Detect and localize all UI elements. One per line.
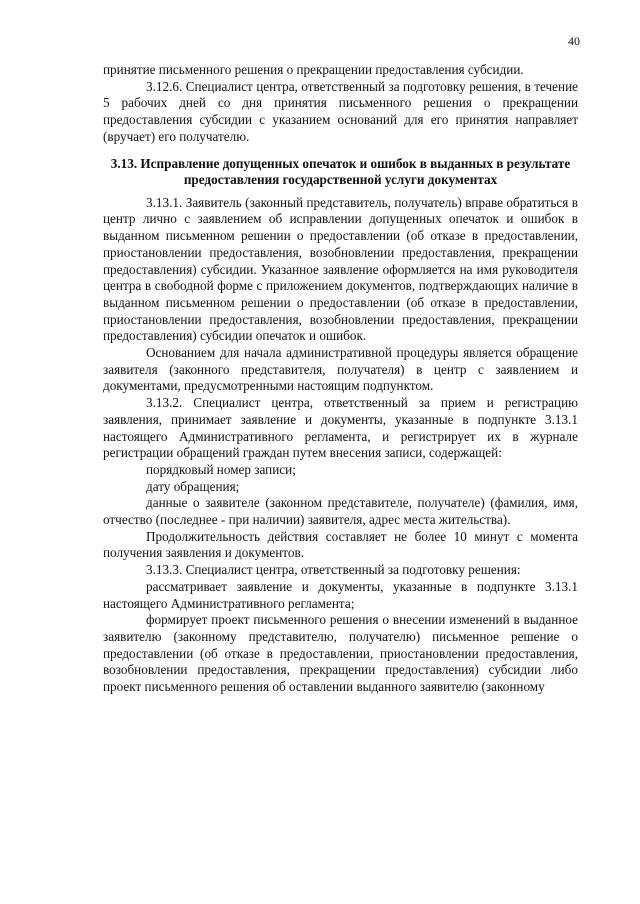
- paragraph: дату обращения;: [146, 478, 240, 494]
- paragraph: формирует проект письменного решения о внесении изменений в выданное заявителю (законному представителю, получателю) письменное решение о предоставлении (об отказе в предоставлении, приостановлении предоставления, возобновлении предоставления, прекращении предоставления) субсидии либо проект письменного решения об оставлении выданного заявителю (законному: [103, 612, 578, 695]
- paragraph: данные о заявителе (законном представителе, получателе) (фамилия, имя, отчество (последнее - при наличии) заявителя, адрес места жительства).: [103, 495, 578, 528]
- paragraph: Продолжительность действия составляет не более 10 минут с момента получения заявления и документов.: [103, 528, 578, 561]
- paragraph: порядковый номер записи;: [146, 461, 296, 477]
- paragraph: рассматривает заявление и документы, указанные в подпункте 3.13.1 настоящего Административного регламента;: [103, 578, 578, 611]
- paragraph: 3.12.6. Специалист центра, ответственный за подготовку решения, в течение 5 рабочих дней со дня принятия письменного решения о прекращении предоставления субсидии с указанием оснований для его принятия направляет (вручает) его получателю.: [103, 78, 578, 144]
- paragraph: принятие письменного решения о прекращении предоставления субсидии.: [103, 62, 524, 77]
- paragraph: 3.13.2. Специалист центра, ответственный за прием и регистрацию заявления, принимает заявление и документы, указанные в подпункте 3.13.1 настоящего Административного регламента, и регистрирует их в журнале регистрации обращений граждан путем внесения записи, содержащей:: [103, 395, 578, 461]
- page-number: 40: [568, 34, 580, 48]
- paragraph: Основанием для начала административной процедуры является обращение заявителя (законного представителя, получателя) в центр с заявлением и документами, предусмотренными настоящим подпунктом.: [103, 345, 578, 394]
- section-heading: 3.13. Исправление допущенных опечаток и ошибок в выданных в результате предоставления государственной услуги документах: [110, 155, 571, 188]
- paragraph: 3.13.3. Специалист центра, ответственный за подготовку решения:: [146, 562, 521, 578]
- paragraph: 3.13.1. Заявитель (законный представитель, получатель) вправе обратиться в центр лично с заявлением об исправлении допущенных опечаток и ошибок в выданном письменном решении о предоставлении (об отказе в предоставлении, приостановлении предоставления, возобновлении предоставления, прекращении предоставления) субсидии. Указанное заявление оформляется на имя руководителя центра в свободной форме с приложением документов, подтверждающих наличие в выданном письменном решении о предоставлении (об отказе в предоставлении, приостановлении предоставления, возобновлении предоставления, прекращении предоставления) субсидии опечаток и ошибок.: [103, 194, 578, 344]
- document-body: [103, 62, 578, 696]
